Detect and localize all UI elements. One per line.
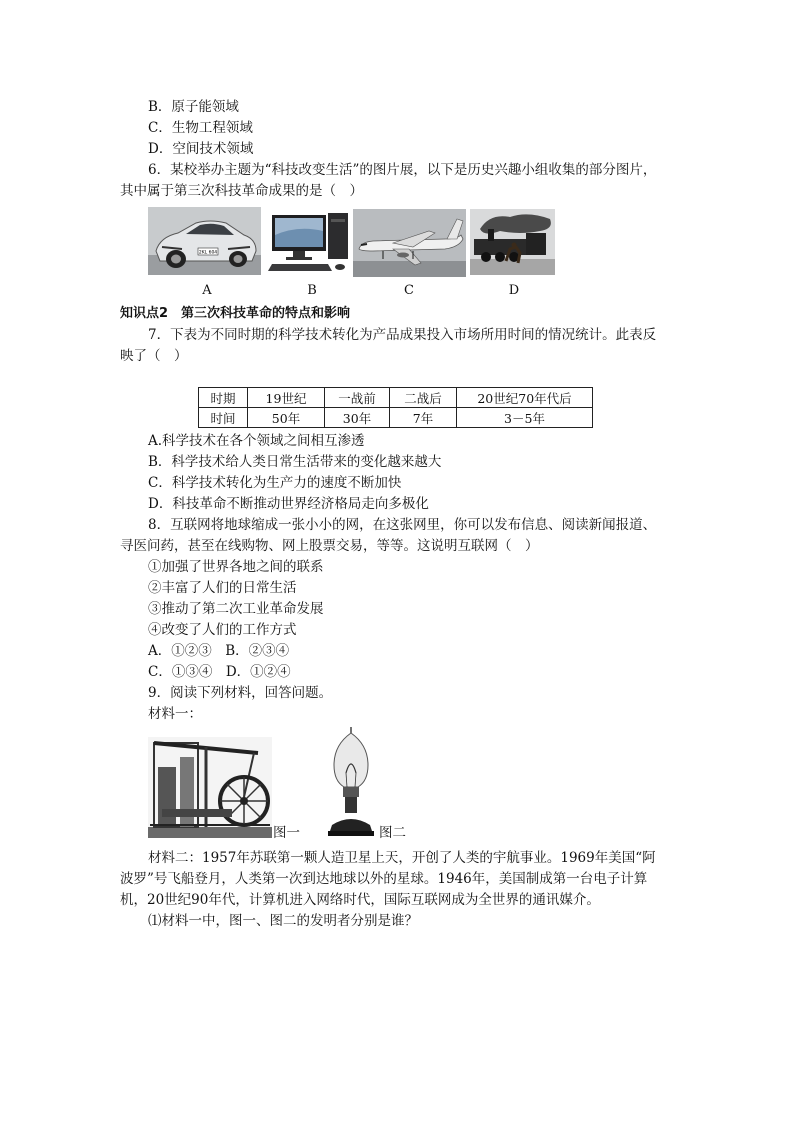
q6-stem-line1: 6．某校举办主题为“科技改变生活”的图片展，以下是历史兴趣小组收集的部分图片，	[148, 162, 657, 178]
figure1-label: 图一	[273, 825, 300, 841]
caption-c: C	[404, 283, 414, 298]
desktop-computer-image	[268, 211, 350, 273]
table-cell: 时期	[199, 388, 248, 408]
light-bulb-image	[324, 727, 378, 838]
q7-option-d: D．科技革命不断推动世界经济格局走向多极化	[148, 496, 429, 512]
material2-line2: 波罗”号飞船登月，人类第一次到达地球以外的星球。1946年，美国制成第一台电子计算	[120, 871, 648, 887]
sports-car-image	[148, 207, 261, 275]
table-cell: 时间	[199, 408, 248, 428]
q8-options-ab: A．①②③ B．②③④	[148, 643, 290, 659]
steam-engine-image	[148, 737, 272, 838]
q8-statement-2: ②丰富了人们的日常生活	[148, 580, 297, 596]
table-cell: 3－5年	[457, 408, 593, 428]
figure2-label: 图二	[379, 825, 406, 841]
q8-statement-3: ③推动了第二次工业革命发展	[148, 601, 324, 617]
table-cell: 20世纪70年代后	[457, 388, 593, 408]
table-header-row	[199, 388, 593, 408]
q9-question1: ⑴材料一中，图一、图二的发明者分别是谁？	[148, 913, 418, 929]
material2-line1: 材料二：1957年苏联第一颗人造卫星上天，开创了人类的宇航事业。1969年美国“阿	[148, 850, 656, 866]
table-cell: 一战前	[325, 388, 390, 408]
q9-intro: 9．阅读下列材料，回答问题。	[148, 685, 333, 701]
caption-b: B	[307, 283, 317, 298]
section-title: 知识点2 第三次科技革命的特点和影响	[120, 306, 351, 321]
q7-option-b: B．科学技术给人类日常生活带来的变化越来越大	[148, 454, 442, 470]
caption-d: D	[508, 283, 520, 298]
table-row	[199, 408, 593, 428]
jet-airplane-image	[353, 209, 466, 277]
q8-statement-4: ④改变了人们的工作方式	[148, 622, 297, 638]
license-plate: 2KL 604	[198, 250, 218, 256]
q5-option-c: C．生物工程领域	[148, 120, 253, 136]
q5-option-b: B．原子能领域	[148, 99, 239, 115]
q7-stem-line1: 7．下表为不同时期的科学技术转化为产品成果投入市场所用时间的情况统计。此表反	[148, 327, 657, 343]
table-cell: 19世纪	[248, 388, 325, 408]
steam-locomotive-image	[470, 209, 555, 275]
q7-option-a: A.科学技术在各个领域之间相互渗透	[148, 433, 365, 449]
caption-a: A	[202, 283, 212, 298]
q8-options-cd: C．①③④ D．①②④	[148, 664, 291, 680]
q6-stem-line2: 其中属于第三次科技革命成果的是（ ）	[120, 183, 363, 199]
time-statistics-table	[198, 387, 593, 428]
q8-stem-line1: 8．互联网将地球缩成一张小小的网，在这张网里，你可以发布信息、阅读新闻报道、	[148, 517, 657, 533]
q8-stem-line2: 寻医问药，甚至在线购物、网上股票交易，等等。这说明互联网（ ）	[120, 538, 539, 554]
material2-line3: 机，20世纪90年代，计算机进入网络时代，国际互联网成为全世界的通讯媒介。	[120, 892, 600, 908]
q5-option-d: D．空间技术领域	[148, 141, 254, 157]
table-cell: 二战后	[390, 388, 457, 408]
table-cell: 50年	[248, 408, 325, 428]
table-cell: 7年	[390, 408, 457, 428]
q7-stem-line2: 映了（ ）	[120, 348, 188, 364]
table-cell: 30年	[325, 408, 390, 428]
q7-option-c: C．科学技术转化为生产力的速度不断加快	[148, 475, 402, 491]
material1-label: 材料一：	[148, 706, 202, 722]
q8-statement-1: ①加强了世界各地之间的联系	[148, 559, 324, 575]
